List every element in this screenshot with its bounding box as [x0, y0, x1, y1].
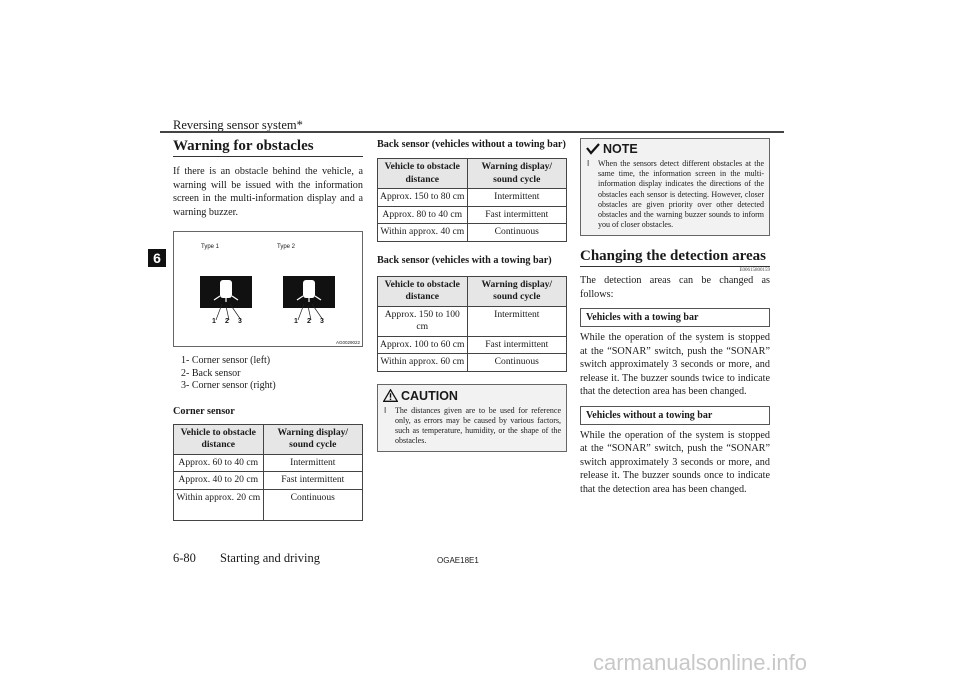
document-code: OGAE18E1: [437, 556, 479, 565]
type2-label: Type 2: [277, 244, 296, 250]
type1-label: Type 1: [201, 244, 220, 250]
caution-text: l The distances given are to be used for reference only, as errors may be caused by various factors, such as temperature, humidity, or the shape of the obstacles.: [395, 406, 561, 447]
legend-item: 3- Corner sensor (right): [181, 380, 276, 391]
table-cell: Approx. 150 to 100 cm: [378, 306, 468, 336]
back-sensor-no-tow-table: [377, 158, 567, 242]
table-row: [174, 454, 363, 472]
column-3: [580, 138, 770, 496]
table-cell: Approx. 40 to 20 cm: [174, 472, 264, 490]
table-row: [174, 472, 363, 490]
with-tow-text: While the operation of the system is stopped at the “SONAR” switch, push the “SONAR” switch approximately 3 seconds or more, and release it. The buzzer sounds twice to indicate that the detection area has been changed.: [580, 332, 770, 398]
table-cell: Within approx. 60 cm: [378, 354, 468, 372]
running-header: Reversing sensor system*: [173, 118, 303, 132]
callout-lines: [174, 232, 362, 346]
table-cell: Intermittent: [467, 306, 566, 336]
watermark: carmanualsonline.info: [593, 650, 808, 675]
table-cell: Intermittent: [263, 454, 362, 472]
table-row: [378, 224, 567, 242]
figure-legend: [181, 355, 363, 393]
callout-2: 2: [225, 318, 229, 325]
table-header: Vehicle to obstacle distance: [378, 159, 468, 189]
table-row: [378, 189, 567, 207]
table-cell: Within approx. 20 cm: [174, 489, 264, 520]
table-row: [378, 306, 567, 336]
figure-code: AG0029022: [335, 340, 360, 345]
without-tow-text: While the operation of the system is stopped at the “SONAR” switch, push the “SONAR” switch approximately 3 seconds or more, and release it. The buzzer sounds once to indicate that the detection area has been changed.: [580, 429, 770, 495]
table-cell: Fast intermittent: [263, 472, 362, 490]
caution-box: [377, 384, 567, 453]
table-header: Vehicle to obstacle distance: [174, 424, 264, 454]
table-row: [378, 206, 567, 224]
table-cell: Intermittent: [467, 189, 566, 207]
callout-1: 1: [212, 318, 216, 325]
callout-1b: 1: [294, 318, 298, 325]
column-2: [377, 138, 567, 452]
table-cell: Approx. 150 to 80 cm: [378, 189, 468, 207]
section-code: E00615800159: [739, 268, 770, 274]
table-cell: Continuous: [263, 489, 362, 520]
table-header: Warning display/ sound cycle: [263, 424, 362, 454]
table-cell: Continuous: [467, 224, 566, 242]
warning-intro: If there is an obstacle behind the vehicle, a warning will be issued with the information screen in the multi-information display and a warning buzzer.: [173, 166, 363, 218]
legend-item: 1- Corner sensor (left): [181, 355, 271, 366]
table-row: [378, 354, 567, 372]
note-check-icon: [586, 143, 600, 155]
detection-intro: The detection areas can be changed as follows:: [580, 275, 770, 300]
callout-3: 3: [238, 318, 242, 325]
callout-2b: 2: [307, 318, 311, 325]
callout-3b: 3: [320, 318, 324, 325]
page-number: 6-80: [173, 551, 196, 565]
table-row: [378, 336, 567, 354]
back-sensor-tow-table: [377, 276, 567, 372]
column-1: [173, 138, 363, 521]
table-row: [174, 489, 363, 520]
corner-sensor-table: [173, 424, 363, 521]
table-cell: Continuous: [467, 354, 566, 372]
chapter-tab: 6: [148, 249, 166, 267]
warning-triangle-icon: [383, 389, 398, 402]
note-box: [580, 138, 770, 236]
note-title: NOTE: [603, 142, 638, 156]
table-header: Warning display/ sound cycle: [467, 159, 566, 189]
table-cell: Approx. 60 to 40 cm: [174, 454, 264, 472]
table-cell: Fast intermittent: [467, 206, 566, 224]
section-heading-warning: Warning for obstacles: [173, 138, 363, 157]
section-heading-detection-areas: Changing the detection areas: [580, 248, 770, 267]
table-cell: Within approx. 40 cm: [378, 224, 468, 242]
back-sensor-tow-title: Back sensor (vehicles with a towing bar): [377, 254, 552, 266]
without-tow-heading: Vehicles without a towing bar: [580, 406, 770, 425]
table-header: Vehicle to obstacle distance: [378, 276, 468, 306]
table-cell: Approx. 80 to 40 cm: [378, 206, 468, 224]
table-header: Warning display/ sound cycle: [467, 276, 566, 306]
table-cell: Fast intermittent: [467, 336, 566, 354]
legend-item: 2- Back sensor: [181, 367, 241, 379]
corner-sensor-title: Corner sensor: [173, 405, 235, 417]
with-tow-heading: Vehicles with a towing bar: [580, 308, 770, 327]
back-sensor-no-tow-title: Back sensor (vehicles without a towing bar): [377, 139, 566, 150]
note-text: l When the sensors detect different obstacles at the same time, the information screen in the multi-information display indicates the directions of the obstacles each sensor is detecting. However, closer obstacles are given priority over other detected obstacles and the warning buzzer sounds to inform you of closer obstacles.: [598, 159, 764, 230]
table-cell: Approx. 100 to 60 cm: [378, 336, 468, 354]
sensor-figure: [173, 231, 363, 347]
chapter-name: Starting and driving: [220, 551, 320, 565]
header-rule: [160, 131, 784, 133]
caution-title: CAUTION: [401, 388, 458, 403]
